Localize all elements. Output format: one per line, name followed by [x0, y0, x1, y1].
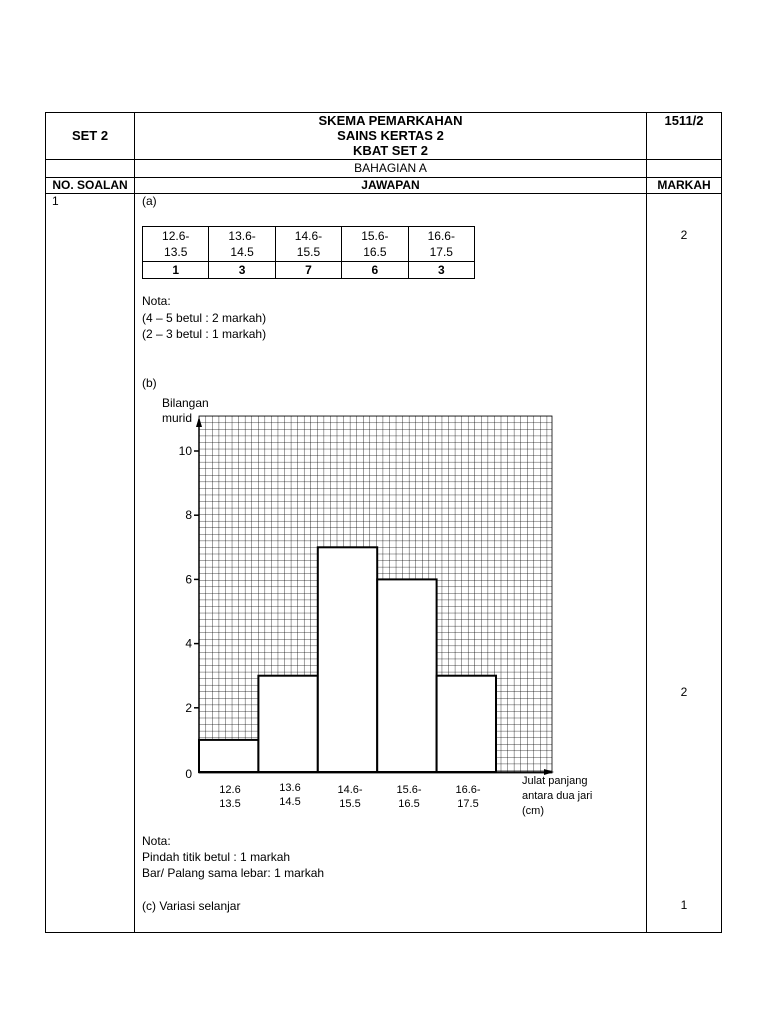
- histogram-bar: [258, 676, 317, 772]
- part-b-mark: 2: [680, 685, 688, 699]
- col-header-marks: MARKAH: [657, 178, 711, 192]
- y-tick-label: 4: [185, 636, 192, 651]
- paper-code: 1511/2: [664, 113, 704, 128]
- y-tick-label: 10: [178, 444, 192, 458]
- range-cell: 16.6- 17.5: [408, 227, 474, 262]
- range-cell: 15.6- 16.5: [342, 227, 408, 262]
- part-b-note-1: Pindah titik betul : 1 markah: [142, 850, 291, 864]
- chart-xlabel-line-2: antara dua jari: [522, 790, 593, 802]
- section-label: BAHAGIAN A: [354, 161, 427, 175]
- x-category-label: 16.6- 17.5: [455, 784, 481, 810]
- part-a-note-heading: Nota:: [142, 294, 171, 308]
- y-tick-label: 0: [185, 767, 192, 781]
- histogram-bar: [377, 579, 436, 772]
- frame-left: [45, 112, 46, 933]
- y-tick-label: 2: [185, 700, 192, 715]
- histogram-bar: [318, 547, 377, 772]
- count-cell: 3: [408, 262, 474, 279]
- title-line-3: KBAT SET 2: [353, 143, 428, 158]
- chart-ylabel-line-1: Bilangan: [162, 396, 209, 410]
- count-cell: 7: [275, 262, 341, 279]
- col-header-answer: JAWAPAN: [361, 178, 420, 192]
- title-line-2: SAINS KERTAS 2: [337, 128, 444, 143]
- y-tick-label: 6: [185, 572, 192, 587]
- part-b-note-2: Bar/ Palang sama lebar: 1 markah: [142, 866, 325, 880]
- part-a-label: (a): [142, 194, 157, 208]
- row-divider-1: [45, 159, 722, 160]
- y-tick-label: 8: [185, 508, 192, 523]
- range-cell: 12.6- 13.5: [143, 227, 209, 262]
- count-row: [143, 262, 475, 279]
- count-cell: 1: [143, 262, 209, 279]
- frequency-table: [142, 226, 475, 279]
- range-cell: 13.6- 14.5: [209, 227, 275, 262]
- part-a-note-2: (2 – 3 betul : 1 markah): [142, 327, 267, 341]
- chart-xlabel-line-3: (cm): [522, 805, 544, 817]
- x-category-label: 15.6- 16.5: [396, 784, 422, 810]
- histogram-bar: [199, 740, 258, 772]
- part-a-note-1: (4 – 5 betul : 2 markah): [142, 311, 267, 325]
- part-a-mark: 2: [680, 228, 688, 242]
- part-c-text: (c) Variasi selanjar: [142, 899, 241, 913]
- title-line-1: SKEMA PEMARKAHAN: [318, 113, 463, 128]
- frame-right: [721, 112, 722, 933]
- histogram-bar: [437, 676, 496, 772]
- part-b-label: (b): [142, 376, 157, 390]
- part-c-mark: 1: [680, 898, 688, 912]
- chart-xlabel-line-1: Julat panjang: [522, 775, 588, 787]
- frame-bottom: [45, 932, 722, 933]
- range-row: [143, 227, 475, 262]
- question-number: 1: [52, 194, 59, 208]
- col-divider-1: [134, 112, 135, 933]
- chart-ylabel-line-2: murid: [162, 411, 193, 425]
- set-label: SET 2: [71, 128, 109, 143]
- x-category-label: 14.6- 15.5: [337, 784, 363, 810]
- histogram-chart: [140, 405, 580, 800]
- count-cell: 3: [209, 262, 275, 279]
- part-b-note-heading: Nota:: [142, 834, 171, 848]
- x-category-label: 13.6 14.5: [279, 782, 301, 808]
- col-header-question: NO. SOALAN: [52, 178, 128, 192]
- range-cell: 14.6- 15.5: [275, 227, 341, 262]
- count-cell: 6: [342, 262, 408, 279]
- x-category-label: 12.6 13.5: [219, 784, 241, 810]
